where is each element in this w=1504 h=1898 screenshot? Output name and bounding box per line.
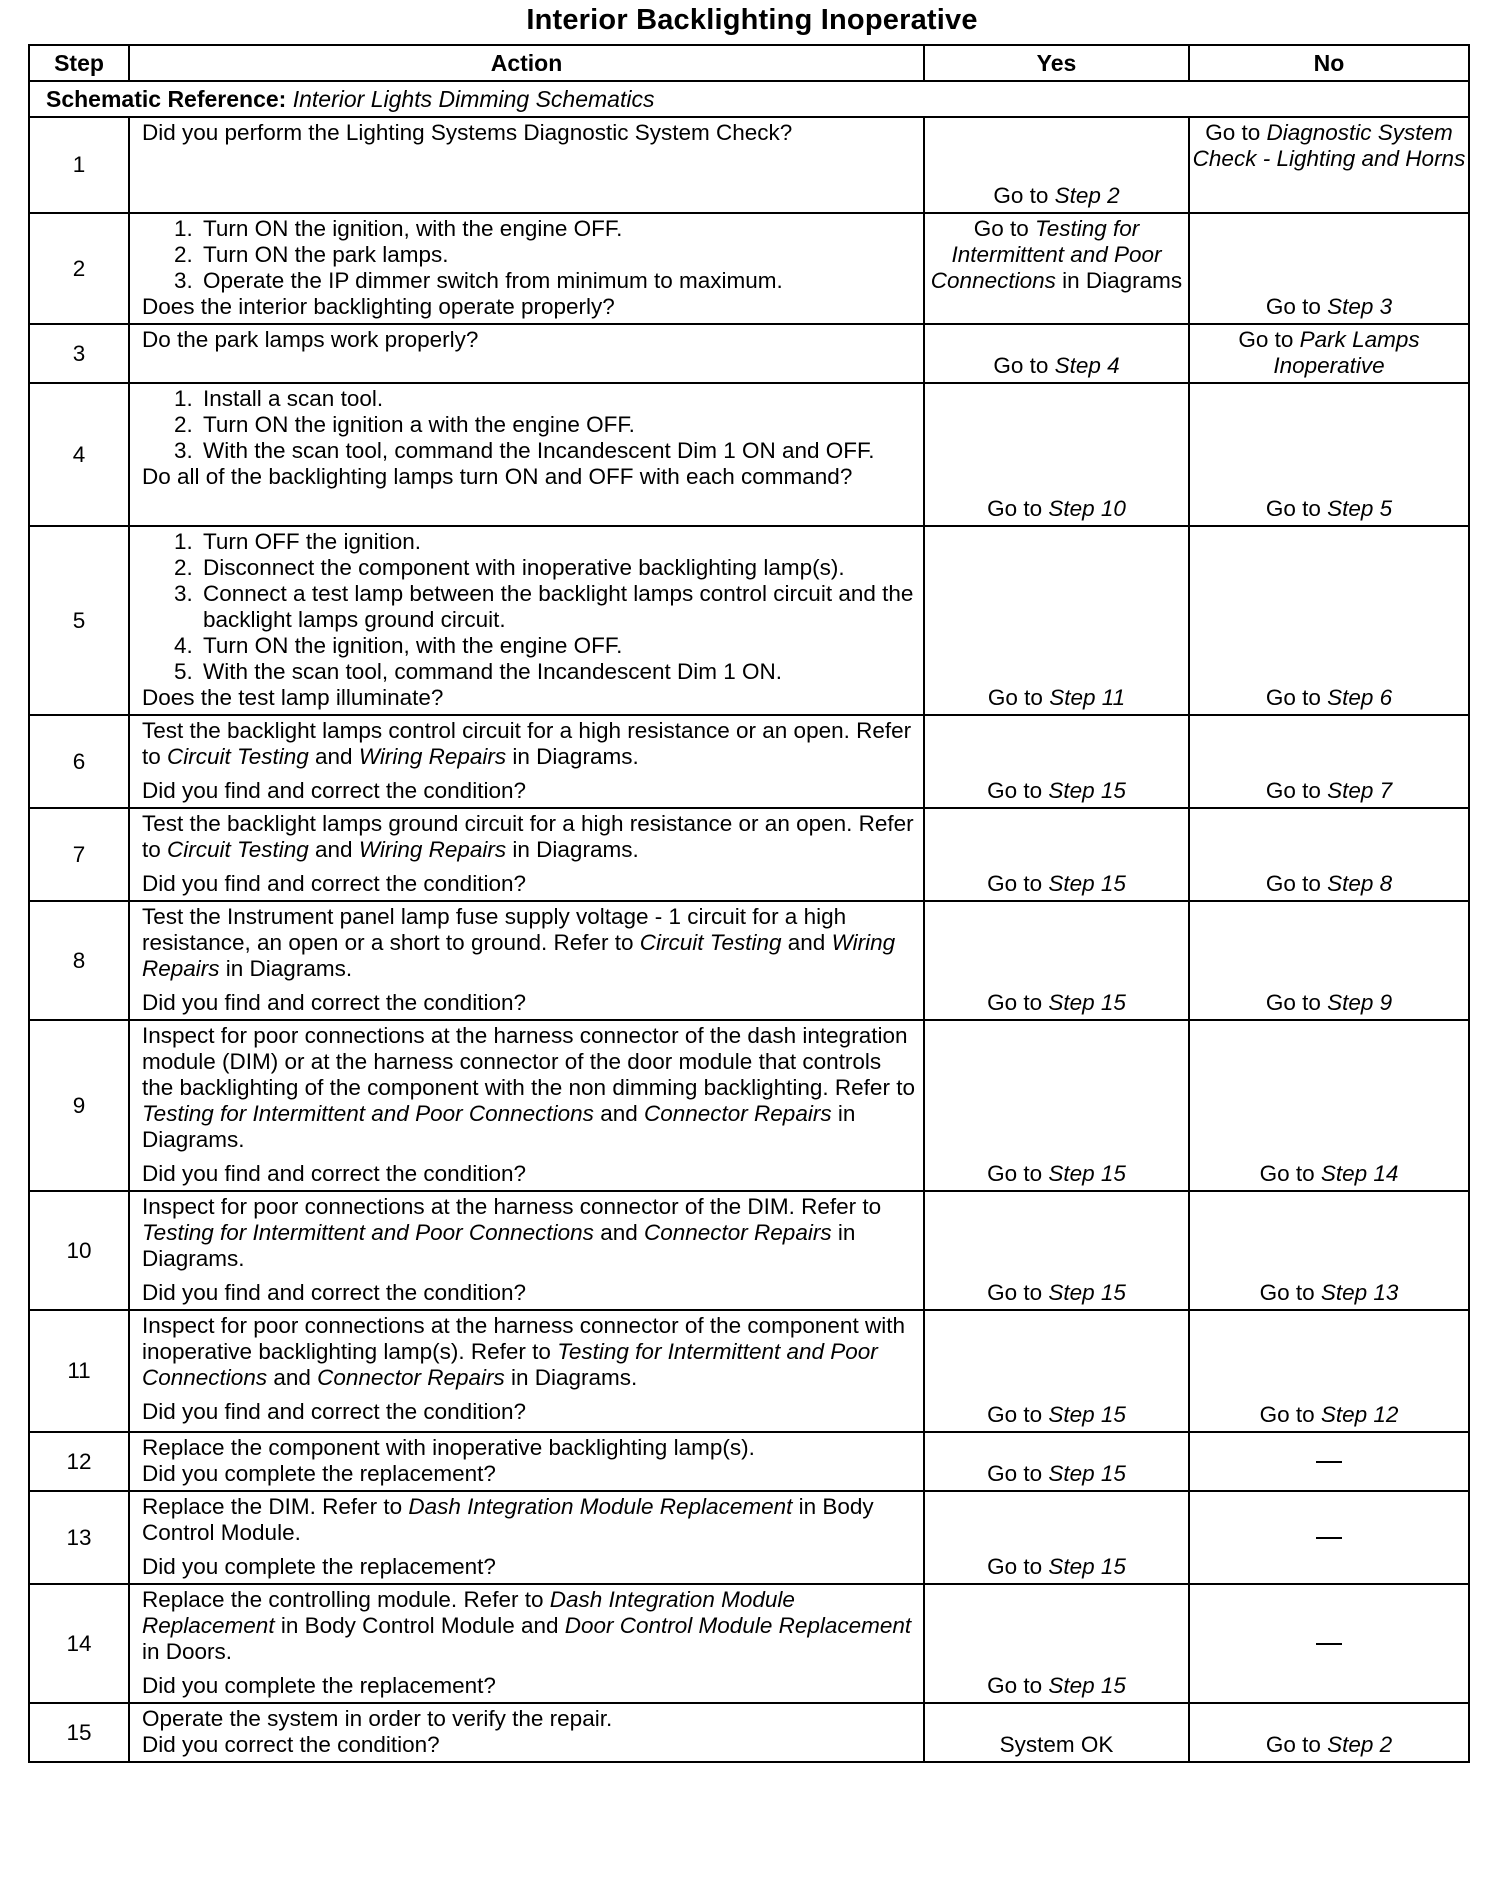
no-text: Go to	[1265, 990, 1328, 1015]
action-text: and	[593, 1220, 644, 1245]
yes-result	[924, 526, 1189, 715]
yes-reference: Step 15	[1048, 1461, 1126, 1486]
action-text: in Diagrams.	[506, 837, 639, 862]
no-result	[1189, 526, 1469, 715]
step-row	[29, 1191, 1469, 1310]
action-step-item: 3. Connect a test lamp between the backlight lamps control circuit and the backlight lamps ground circuit.	[199, 581, 917, 633]
action-step-item: 3. Operate the IP dimmer switch from minimum to maximum.	[199, 268, 917, 294]
no-result	[1189, 808, 1469, 901]
yes-text: Go to	[993, 183, 1055, 208]
no-reference: Step 3	[1327, 294, 1393, 319]
action-question: Did you find and correct the condition?	[142, 1161, 526, 1186]
yes-text: System OK	[999, 1732, 1114, 1757]
action-text	[142, 1435, 917, 1461]
step-action	[129, 1020, 924, 1191]
diagnostic-table	[28, 44, 1470, 1763]
step-action	[129, 117, 924, 213]
yes-text: Go to	[987, 1161, 1049, 1186]
yes-text: Go to	[973, 216, 1036, 241]
step-row	[29, 715, 1469, 808]
yes-result	[924, 1703, 1189, 1762]
action-steps-list	[142, 529, 917, 685]
step-row	[29, 1491, 1469, 1584]
no-result	[1189, 383, 1469, 526]
yes-text: Go to	[987, 685, 1050, 710]
step-row	[29, 324, 1469, 383]
no-text: Go to	[1265, 778, 1328, 803]
step-number: 1	[29, 117, 129, 213]
action-step-item: 5. With the scan tool, command the Incandescent Dim 1 ON.	[199, 659, 917, 685]
dash-mark	[1316, 1643, 1342, 1645]
action-reference: Connector Repairs	[317, 1365, 505, 1390]
step-number: 11	[29, 1310, 129, 1432]
step-row	[29, 1432, 1469, 1491]
action-reference: Door Control Module Replacement	[564, 1613, 912, 1638]
no-reference: Step 5	[1327, 496, 1393, 521]
step-row	[29, 117, 1469, 213]
action-step-item: 1. Turn ON the ignition, with the engine OFF.	[199, 216, 917, 242]
action-reference: Circuit Testing	[639, 930, 782, 955]
action-step-item: 4. Turn ON the ignition, with the engine OFF.	[199, 633, 917, 659]
action-text: in Diagrams.	[504, 1365, 638, 1390]
step-number: 8	[29, 901, 129, 1020]
step-row	[29, 901, 1469, 1020]
no-result	[1189, 213, 1469, 324]
action-reference: Testing for Intermittent and Poor Connections	[142, 1220, 594, 1245]
step-action	[129, 1191, 924, 1310]
step-number: 3	[29, 324, 129, 383]
step-number: 15	[29, 1703, 129, 1762]
no-result	[1189, 715, 1469, 808]
dash-mark	[1316, 1461, 1342, 1463]
no-reference: Step 2	[1327, 1732, 1393, 1757]
action-text	[142, 120, 917, 146]
action-text: Inspect for poor connections at the harness connector of the DIM. Refer to	[142, 1194, 882, 1219]
action-text: in Diagrams.	[142, 1220, 856, 1271]
yes-text: Go to	[993, 353, 1055, 378]
dash-mark	[1316, 1537, 1342, 1539]
step-number: 12	[29, 1432, 129, 1491]
no-result	[1189, 1310, 1469, 1432]
action-question: Did you find and correct the condition?	[142, 990, 526, 1015]
action-step-item: 2. Disconnect the component with inoperative backlighting lamp(s).	[199, 555, 917, 581]
yes-reference: Step 15	[1048, 1161, 1126, 1186]
action-reference: Testing for Intermittent and Poor Connections	[142, 1339, 878, 1390]
action-question: Did you correct the condition?	[142, 1732, 440, 1757]
action-text: Test the backlight lamps control circuit for a high resistance or an open. Refer to	[142, 718, 912, 769]
action-reference: Dash Integration Module Replacement	[142, 1587, 795, 1638]
yes-reference: Step 11	[1049, 685, 1126, 710]
action-question: Do all of the backlighting lamps turn ON and OFF with each command?	[142, 464, 853, 489]
schematic-reference	[29, 81, 1469, 117]
action-text	[142, 327, 917, 353]
action-text: Did you perform the Lighting Systems Diagnostic System Check?	[142, 120, 793, 145]
action-reference: Wiring Repairs	[358, 744, 507, 769]
yes-result	[924, 1020, 1189, 1191]
step-row	[29, 808, 1469, 901]
step-action	[129, 1491, 924, 1584]
step-row	[29, 213, 1469, 324]
action-step-item: 1. Install a scan tool.	[199, 386, 917, 412]
action-text: Inspect for poor connections at the harness connector of the dash integration module (DIM) or at the harness connector of the door module that controls the backlighting of the component with the non dimming backlighting. Refer to	[142, 1023, 915, 1100]
action-reference: Testing for Intermittent and Poor Connections	[142, 1101, 594, 1126]
page-title: Interior Backlighting Inoperative	[526, 4, 978, 36]
no-result	[1189, 1703, 1469, 1762]
step-number: 5	[29, 526, 129, 715]
action-text: in Diagrams.	[142, 1101, 856, 1152]
no-result	[1189, 901, 1469, 1020]
yes-reference: Step 2	[1054, 183, 1120, 208]
no-reference: Step 8	[1327, 871, 1393, 896]
action-text: in Body Control Module and	[274, 1613, 565, 1638]
action-text	[142, 1587, 917, 1665]
step-action	[129, 1432, 924, 1491]
yes-result	[924, 1432, 1189, 1491]
header-yes: Yes	[924, 45, 1189, 81]
step-action	[129, 383, 924, 526]
yes-text: Go to	[987, 1554, 1049, 1579]
no-text: Go to	[1265, 685, 1328, 710]
action-text: Replace the controlling module. Refer to	[142, 1587, 550, 1612]
step-number: 4	[29, 383, 129, 526]
step-row	[29, 1310, 1469, 1432]
step-action	[129, 1703, 924, 1762]
yes-result	[924, 901, 1189, 1020]
action-reference: Circuit Testing	[167, 744, 309, 769]
no-text: Go to	[1265, 294, 1328, 319]
yes-reference: Step 4	[1054, 353, 1120, 378]
action-text: and	[267, 1365, 318, 1390]
step-action	[129, 808, 924, 901]
no-reference: Step 9	[1327, 990, 1393, 1015]
no-result	[1189, 1191, 1469, 1310]
yes-text: Go to	[987, 1280, 1049, 1305]
action-text	[142, 904, 917, 982]
no-text: Go to	[1238, 327, 1300, 352]
action-reference: Dash Integration Module Replacement	[408, 1494, 793, 1519]
step-row	[29, 1020, 1469, 1191]
step-number: 9	[29, 1020, 129, 1191]
yes-result	[924, 1584, 1189, 1703]
yes-text: Go to	[987, 496, 1049, 521]
step-number: 10	[29, 1191, 129, 1310]
action-reference: Connector Repairs	[643, 1220, 832, 1245]
no-reference: Step 7	[1327, 778, 1393, 803]
action-text: in Diagrams.	[219, 956, 353, 981]
no-text: Go to	[1265, 871, 1328, 896]
yes-result	[924, 1191, 1189, 1310]
action-text: Replace the DIM. Refer to	[142, 1494, 409, 1519]
yes-result	[924, 1491, 1189, 1584]
no-reference: Step 13	[1320, 1280, 1399, 1305]
no-reference: Diagnostic System Check - Lighting and Horns	[1192, 120, 1466, 171]
step-action	[129, 213, 924, 324]
yes-reference: Step 15	[1048, 1402, 1126, 1427]
yes-text: Go to	[987, 871, 1049, 896]
yes-reference: Step 15	[1048, 1673, 1126, 1698]
action-text: Test the backlight lamps ground circuit for a high resistance or an open. Refer to	[142, 811, 914, 862]
step-number: 7	[29, 808, 129, 901]
no-result	[1189, 117, 1469, 213]
step-action	[129, 324, 924, 383]
step-action	[129, 526, 924, 715]
yes-result	[924, 1310, 1189, 1432]
action-text: and	[593, 1101, 644, 1126]
action-text: in Body Control Module.	[142, 1494, 874, 1545]
action-step-item: 1. Turn OFF the ignition.	[199, 529, 917, 555]
action-reference: Wiring Repairs	[358, 837, 507, 862]
no-result	[1189, 324, 1469, 383]
action-text: and	[781, 930, 832, 955]
yes-text: Go to	[987, 778, 1049, 803]
action-text	[142, 1313, 917, 1391]
no-reference: Step 14	[1320, 1161, 1399, 1186]
yes-result	[924, 808, 1189, 901]
yes-text: Go to	[987, 1673, 1049, 1698]
action-text	[142, 1023, 917, 1153]
yes-result	[924, 383, 1189, 526]
action-question: Did you complete the replacement?	[142, 1673, 496, 1698]
no-reference: Step 12	[1320, 1402, 1399, 1427]
action-reference: Circuit Testing	[167, 837, 309, 862]
action-text: and	[308, 744, 359, 769]
action-text: in Doors.	[142, 1639, 233, 1664]
yes-result	[924, 117, 1189, 213]
yes-text: in Diagrams	[1055, 268, 1183, 293]
step-number: 13	[29, 1491, 129, 1584]
action-question: Did you complete the replacement?	[142, 1554, 496, 1579]
step-number: 2	[29, 213, 129, 324]
action-text	[142, 1494, 917, 1546]
action-question: Did you complete the replacement?	[142, 1461, 496, 1486]
action-text: Do the park lamps work properly?	[142, 327, 479, 352]
step-row	[29, 526, 1469, 715]
yes-result	[924, 213, 1189, 324]
step-action	[129, 901, 924, 1020]
no-text: Go to	[1259, 1402, 1321, 1427]
action-step-item: 3. With the scan tool, command the Incandescent Dim 1 ON and OFF.	[199, 438, 917, 464]
no-result	[1189, 1491, 1469, 1584]
no-result	[1189, 1584, 1469, 1703]
header-step: Step	[29, 45, 129, 81]
action-text: and	[308, 837, 359, 862]
action-text	[142, 1194, 917, 1272]
header-row	[29, 45, 1469, 81]
yes-reference: Step 15	[1048, 1554, 1126, 1579]
no-text: Go to	[1265, 1732, 1328, 1757]
no-text: Go to	[1259, 1280, 1321, 1305]
header-action: Action	[129, 45, 924, 81]
action-question: Did you find and correct the condition?	[142, 1399, 526, 1424]
action-step-item: 2. Turn ON the ignition a with the engine OFF.	[199, 412, 917, 438]
action-text	[142, 1706, 917, 1732]
step-row	[29, 1584, 1469, 1703]
yes-result	[924, 715, 1189, 808]
yes-reference: Testing for Intermittent and Poor Connections	[930, 216, 1162, 293]
no-result	[1189, 1432, 1469, 1491]
yes-reference: Step 15	[1048, 871, 1126, 896]
action-text: Operate the system in order to verify the repair.	[142, 1706, 613, 1731]
step-number: 6	[29, 715, 129, 808]
action-text	[142, 718, 917, 770]
no-text: Go to	[1259, 1161, 1321, 1186]
schematic-reference-value: Interior Lights Dimming Schematics	[292, 86, 655, 112]
yes-result	[924, 324, 1189, 383]
schematic-reference-row	[29, 81, 1469, 117]
action-steps-list	[142, 216, 917, 294]
no-text: Go to	[1265, 496, 1328, 521]
action-question: Does the interior backlighting operate properly?	[142, 294, 615, 319]
yes-reference: Step 15	[1048, 778, 1126, 803]
no-reference: Park Lamps Inoperative	[1273, 327, 1420, 378]
yes-text: Go to	[987, 1461, 1049, 1486]
action-question: Does the test lamp illuminate?	[142, 685, 444, 710]
no-reference: Step 6	[1327, 685, 1393, 710]
action-text: Test the Instrument panel lamp fuse supply voltage - 1 circuit for a high resistance, an open or a short to ground. Refer to	[142, 904, 847, 955]
schematic-reference-label: Schematic Reference:	[46, 86, 287, 112]
step-action	[129, 715, 924, 808]
yes-text: Go to	[987, 990, 1049, 1015]
yes-reference: Step 15	[1048, 1280, 1126, 1305]
step-row	[29, 1703, 1469, 1762]
yes-text: Go to	[987, 1402, 1049, 1427]
step-row	[29, 383, 1469, 526]
yes-reference: Step 15	[1048, 990, 1126, 1015]
action-question: Did you find and correct the condition?	[142, 1280, 526, 1305]
yes-reference: Step 10	[1048, 496, 1126, 521]
action-text: Inspect for poor connections at the harness connector of the component with inoperative backlighting lamp(s). Refer to	[142, 1313, 905, 1364]
step-action	[129, 1584, 924, 1703]
step-number: 14	[29, 1584, 129, 1703]
action-reference: Wiring Repairs	[142, 930, 896, 981]
no-text: Go to	[1205, 120, 1267, 145]
action-text	[142, 811, 917, 863]
action-text: in Diagrams.	[506, 744, 639, 769]
action-question: Did you find and correct the condition?	[142, 871, 526, 896]
action-step-item: 2. Turn ON the park lamps.	[199, 242, 917, 268]
header-no: No	[1189, 45, 1469, 81]
action-text: Replace the component with inoperative backlighting lamp(s).	[142, 1435, 755, 1460]
action-steps-list	[142, 386, 917, 464]
step-action	[129, 1310, 924, 1432]
action-reference: Connector Repairs	[643, 1101, 832, 1126]
no-result	[1189, 1020, 1469, 1191]
action-question: Did you find and correct the condition?	[142, 778, 526, 803]
